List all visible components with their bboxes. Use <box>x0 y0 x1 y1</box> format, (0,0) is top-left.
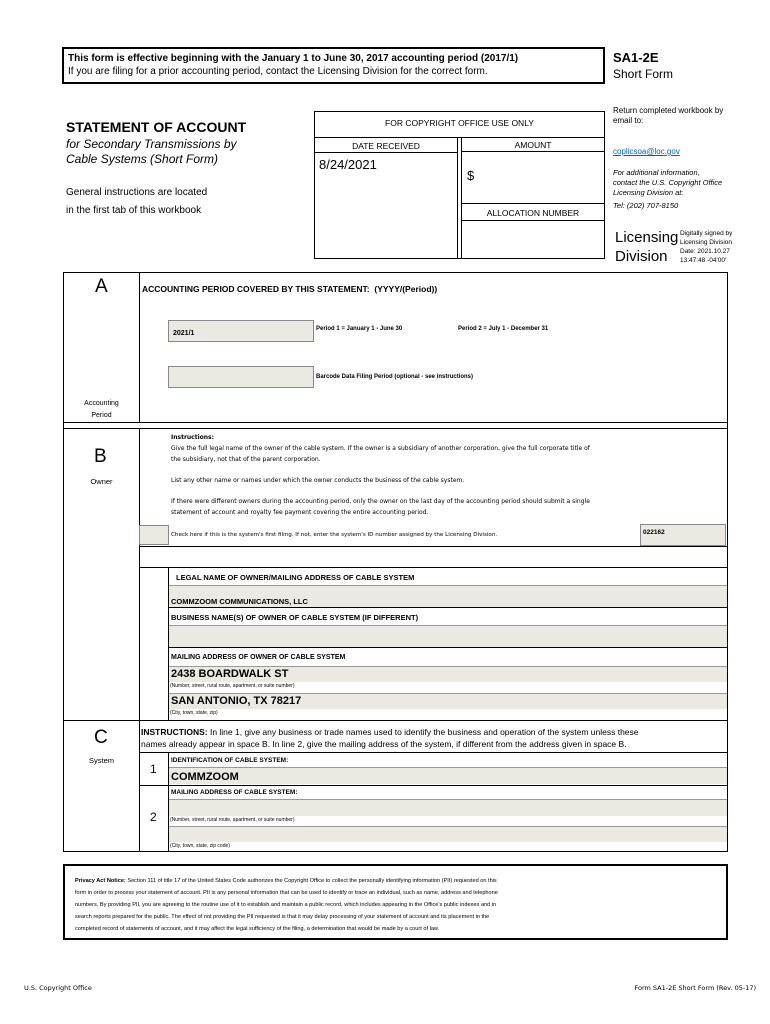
space-b-side-label: Owner <box>90 477 113 486</box>
street-input[interactable] <box>169 666 727 682</box>
line-1-number: 1 <box>150 762 157 776</box>
return-text: Return completed workbook by email to: <box>613 106 724 125</box>
space-b-instr-1b: the subsidiary, not that of the parent corporation. <box>171 456 321 463</box>
legal-name-input[interactable] <box>169 585 727 607</box>
city-value: SAN ANTONIO, TX 78217 <box>171 695 302 707</box>
privacy-title: Privacy Act Notice: <box>75 878 126 884</box>
space-b-instr-3b: statement of account and royalty fee payment covering the entire accounting period. <box>171 509 429 516</box>
system-name-input[interactable] <box>169 767 727 784</box>
title-sub-1: for Secondary Transmissions by <box>66 137 237 151</box>
return-tel: Tel: (202) 707-8150 <box>613 201 679 210</box>
accounting-period-value: 2021/1 <box>173 330 195 337</box>
space-a-side-2: Period <box>91 412 112 419</box>
privacy-notice <box>63 864 728 940</box>
mailing-address-label: MAILING ADDRESS OF OWNER OF CABLE SYSTEM <box>171 654 346 661</box>
return-email-link[interactable]: coplicsoa@loc.gov <box>613 147 680 156</box>
space-a-title <box>142 284 437 294</box>
space-a-letter: A <box>95 276 108 297</box>
signature-line-3: Date: 2021.10.27 <box>680 248 730 255</box>
space-b-instructions <box>171 432 590 518</box>
signature-line-1: Digitally signed by <box>680 230 733 237</box>
return-info: For additional information, contact the U.S. Copyright Office Licensing Division at: <box>613 168 723 197</box>
line-2-number: 2 <box>150 810 157 824</box>
signature-line-4: 13:47:48 -04'00' <box>680 257 727 264</box>
privacy-line-2: form in order to process your statement of account. PII is any personal information that can be used to identify or trace an individual, such as name, address and telephone <box>75 890 498 896</box>
space-b-instr-1: Give the full legal name of the owner of the cable system. If the owner is a subsidiary of another corporation, give the full corporate title of <box>171 445 590 452</box>
amount-label: AMOUNT <box>514 140 552 150</box>
title-sub-2: Cable Systems (Short Form) <box>66 152 219 166</box>
signature-name-2: Division <box>615 248 668 265</box>
page-title: STATEMENT OF ACCOUNT <box>66 119 247 135</box>
office-use-box <box>314 111 605 259</box>
general-instr-2: in the first tab of this workbook <box>66 205 202 216</box>
space-b-instr-3: If there were different owners during the accounting period, only the owner on the last day of the accounting period should submit a single <box>171 498 590 505</box>
space-c-instr-title: INSTRUCTIONS: <box>141 727 208 737</box>
system-id-label: IDENTIFICATION OF CABLE SYSTEM: <box>171 757 289 764</box>
street-value: 2438 BOARDWALK ST <box>171 668 289 680</box>
accounting-period-input[interactable] <box>168 320 314 342</box>
street-note: (Number, street, rural route, apartment, or suite number) <box>170 683 295 689</box>
space-c-side-label: System <box>88 756 114 765</box>
city-input[interactable] <box>169 693 727 709</box>
footer-right: Form SA1-2E Short Form (Rev. 05-17) <box>634 984 756 992</box>
allocation-label: ALLOCATION NUMBER <box>486 208 580 218</box>
system-street-input[interactable] <box>169 799 727 816</box>
banner-line-2: If you are filing for a prior accounting period, contact the Licensing Division for the correct form. <box>68 66 488 77</box>
system-city-input[interactable] <box>169 826 727 842</box>
period-1-note: Period 1 = January 1 - June 30 <box>316 326 403 332</box>
space-c-letter: C <box>94 727 108 748</box>
space-c-instr-1: In line 1, give any business or trade names used to identify the business and operation of the system unless these <box>207 727 639 737</box>
legal-name-value: COMMZOOM COMMUNICATIONS, LLC <box>171 597 308 606</box>
space-a-format: (YYYY/(Period)) <box>374 284 438 294</box>
space-a-side-label <box>64 398 139 422</box>
privacy-line-3: numbers. By providing PII, you are agreeing to the routine use of it to establish and maintain a public record, which includes appearing in the Office's public indexes and in <box>75 902 497 908</box>
space-c-instructions <box>141 726 639 750</box>
office-use-header: FOR COPYRIGHT OFFICE USE ONLY <box>385 118 534 128</box>
system-street-note: (Number, street, rural route, apartment, or suite number) <box>170 817 295 823</box>
banner-line-1: This form is effective beginning with the January 1 to June 30, 2017 accounting period (2017/1) <box>68 53 519 64</box>
first-filing-label: Check here if this is the system's first filing. If not, enter the system's ID number assigned by the Licensing Division. <box>171 532 498 538</box>
barcode-label: Barcode Data Filing Period (optional - see instructions) <box>316 374 474 380</box>
space-a-title-text: ACCOUNTING PERIOD COVERED BY THIS STATEMENT: <box>142 284 370 294</box>
period-2-note: Period 2 = July 1 - December 31 <box>458 326 549 332</box>
form-type: Short Form <box>613 67 674 81</box>
first-filing-checkbox[interactable] <box>139 525 169 545</box>
date-received-label: DATE RECEIVED <box>352 141 420 151</box>
barcode-period-input[interactable] <box>168 366 314 388</box>
privacy-line-1: Section 111 of title 17 of the United States Code authorizes the Copyright Office to collect the personally identifying information (PII) requested on this <box>125 878 497 884</box>
system-id-input[interactable] <box>640 524 726 546</box>
system-city-note: (City, town, state, zip code) <box>170 843 230 849</box>
privacy-line-4: search reports prepared for the public. The effect of not providing the PII requested is that it may delay processing of your statement of account and its placement in the <box>75 914 490 920</box>
system-id-value: 022162 <box>643 529 665 536</box>
footer-left: U.S. Copyright Office <box>24 984 92 992</box>
business-name-input[interactable] <box>169 625 727 647</box>
form-code: SA1-2E <box>613 50 659 65</box>
signature-details <box>680 229 732 265</box>
signature-name-1: Licensing <box>615 229 679 246</box>
privacy-line-5: completed record of statements of account, and it may affect the legal sufficiency of the filing, a determination that would be made by a court of law. <box>75 926 440 932</box>
date-received-value: 8/24/2021 <box>319 157 377 172</box>
amount-value: $ <box>467 168 475 183</box>
effective-banner <box>62 47 605 84</box>
system-mail-label: MAILING ADDRESS OF CABLE SYSTEM: <box>171 789 298 796</box>
space-b-instr-title: Instructions: <box>171 434 215 441</box>
business-name-label: BUSINESS NAME(S) OF OWNER OF CABLE SYSTEM (IF DIFFERENT) <box>171 613 419 622</box>
form-main <box>63 272 728 852</box>
system-name-value: COMMZOOM <box>171 771 239 783</box>
city-note: (City, town, state, zip) <box>170 710 218 716</box>
signature-line-2: Licensing Division <box>680 239 733 246</box>
space-c-instr-2: names already appear in space B. In line 2, give the mailing address of the system, if different from the address given in space B. <box>141 739 627 749</box>
general-instr-1: General instructions are located <box>66 187 208 198</box>
space-b-instr-2: List any other name or names under which the owner conducts the business of the cable system. <box>171 477 465 484</box>
space-a-side-1: Accounting <box>84 400 119 407</box>
legal-name-label: LEGAL NAME OF OWNER/MAILING ADDRESS OF CABLE SYSTEM <box>176 573 415 582</box>
space-b-letter: B <box>94 446 107 467</box>
